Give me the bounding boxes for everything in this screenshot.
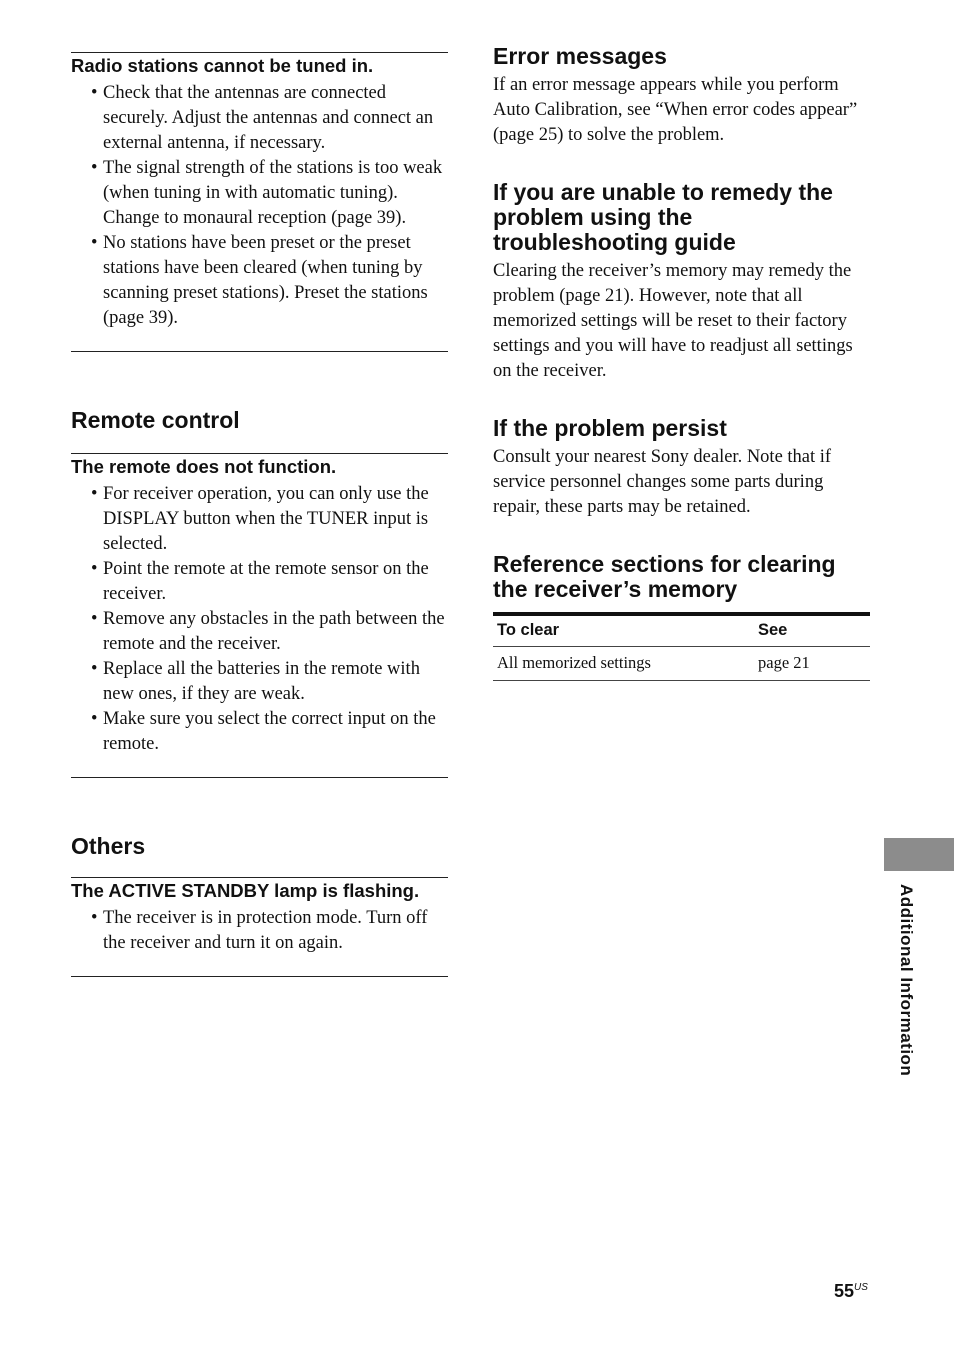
page-number-suffix: US	[854, 1282, 868, 1293]
section-divider	[71, 777, 448, 778]
list-item: • Point the remote at the remote sensor on the receiver.	[91, 559, 429, 604]
reference-sections-title: Reference sections for clearing the receiver’s memory	[493, 551, 836, 602]
list-item: • The signal strength of the stations is too weak (when tuning in with automatic tuning). Change to monaural reception (page 39).	[91, 158, 443, 228]
list-item: • Replace all the batteries in the remote with new ones, if they are weak.	[91, 659, 420, 704]
problem-persist-body: Consult your nearest Sony dealer. Note that if service personnel changes some parts during repair, these parts may be retained.	[493, 447, 832, 517]
section-divider	[71, 351, 448, 352]
radio-problem-heading: Radio stations cannot be tuned in.	[71, 55, 374, 76]
problem-persist-title: If the problem persist	[493, 415, 727, 441]
unable-remedy-title: If you are unable to remedy the problem using the troubleshooting guide	[493, 179, 833, 255]
section-tab-marker	[884, 838, 954, 871]
error-messages-body: If an error message appears while you perform Auto Calibration, see “When error codes appear” (page 25) to solve the problem.	[493, 75, 858, 145]
column-header-to-clear: To clear	[493, 614, 754, 647]
left-column	[71, 52, 448, 977]
right-column	[493, 44, 870, 681]
remote-solutions-list	[71, 482, 448, 757]
radio-solutions-list	[71, 81, 448, 331]
others-problem-heading: The ACTIVE STANDBY lamp is flashing.	[71, 880, 420, 901]
section-divider	[71, 976, 448, 977]
remote-control-title: Remote control	[71, 407, 240, 433]
table-header-row	[493, 614, 870, 647]
unable-remedy-body: Clearing the receiver’s memory may remedy the problem (page 21). However, note that all memorized settings will be reset to their factory settings and you will have to readjust all settings on the receiver.	[493, 261, 853, 381]
list-item: • Make sure you select the correct input on the remote.	[91, 709, 436, 754]
page-number-value: 55	[834, 1281, 855, 1301]
list-item: • Check that the antennas are connected securely. Adjust the antennas and connect an external antenna, if necessary.	[91, 83, 434, 153]
list-item: • The receiver is in protection mode. Turn off the receiver and turn it on again.	[91, 908, 428, 953]
remote-problem-heading: The remote does not function.	[71, 456, 337, 477]
others-solutions-list	[71, 906, 448, 956]
table-cell: page 21	[754, 647, 870, 681]
table-cell: All memorized settings	[493, 647, 754, 681]
error-messages-title: Error messages	[493, 43, 667, 69]
page-number	[834, 1281, 868, 1302]
side-section-label: Additional Information	[897, 884, 916, 1077]
list-item: • For receiver operation, you can only use the DISPLAY button when the TUNER input is selected.	[91, 484, 429, 554]
table-row	[493, 647, 870, 681]
reference-table	[493, 612, 870, 681]
column-header-see: See	[754, 614, 870, 647]
list-item: • No stations have been preset or the preset stations have been cleared (when tuning by scanning preset stations). Preset the stations (page 39).	[91, 233, 428, 328]
list-item: • Remove any obstacles in the path between the remote and the receiver.	[91, 609, 445, 654]
others-title: Others	[71, 833, 146, 859]
